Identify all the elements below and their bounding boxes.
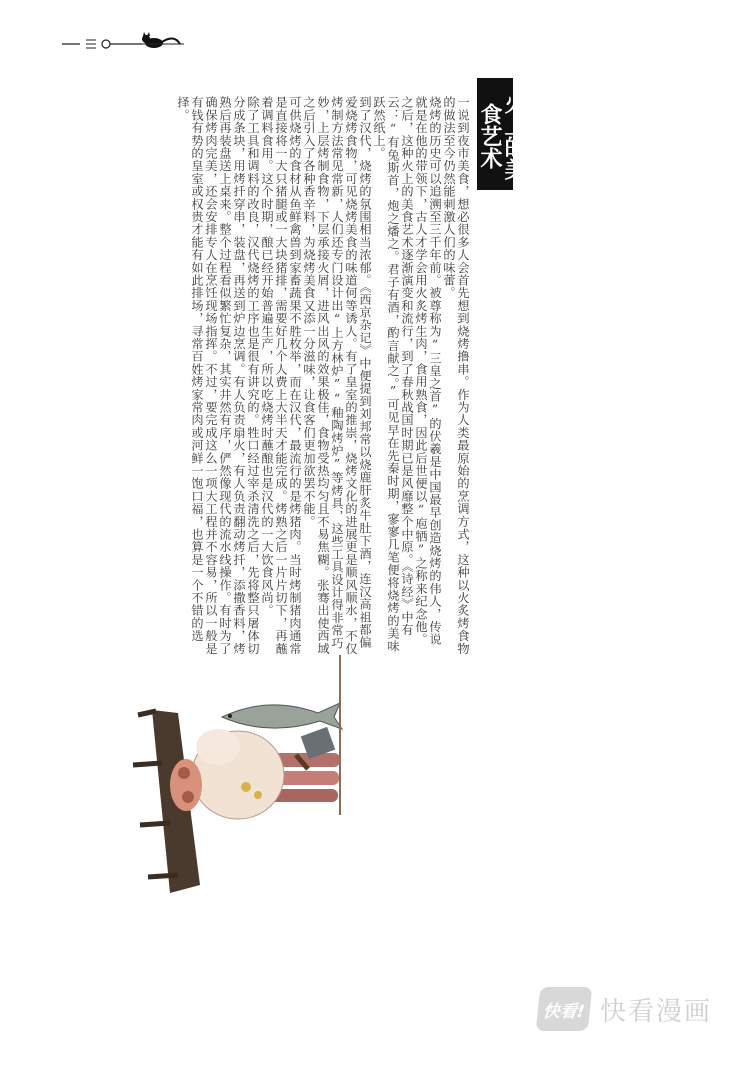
- paragraph: 一说到夜市美食，想必很多人会首先想到烧烤撸串。作为人类最原始的烹调方式，这种以火炙烤食物的做法至今仍然能刺激人们的味蕾。: [442, 96, 470, 655]
- watermark-brand: 快看漫画: [600, 996, 713, 1027]
- kuaikan-logo-icon: 快看!: [536, 987, 593, 1031]
- header-ornament: [58, 30, 188, 54]
- paragraph: 烧烤的历史可以追溯至三千年前。被尊称为“三皇之首”的伏羲是中国最早创造烧烤的伟人，传说就是在他的带领下，古人才学会用火炙烤生肉，食用熟食，因此后世便以“庖牺”之称来纪念他。之后，这种火上的美食艺术逐渐演变和流行，到了春秋战国时期已是风靡整个中原。《诗经》中有云：“有兔斯首，炮之燔之。君子有酒，酌言献之。”可见早在先秦时期，寥寥几笔便将烧烤的美味跃然纸上。: [372, 96, 442, 653]
- watermark: [538, 985, 738, 1033]
- article-title: 火上的美食艺术: [477, 78, 513, 190]
- paragraph: 到了汉代，烧烤的氛围相当浓郁。《西京杂记》中便提到刘邦常以烧鹿肝炙牛肚下酒，连汉高祖都偏爱烧烤食物，可见烧烤美食的味道何等诱人。有了皇室的推崇，烧烤文化的进展更是顺风顺水，不仅烤制方法常见常新，人们还专门设计出“上方林炉”“釉陶烤炉”等烤具，这些工具设计得非常巧妙，上层烤制食物，下层承接火屑，进风出风的效果极佳，食物受热均匀且不易焦糊。张骞出使西域之后引入了各种香辛料，为烧烤美食又添一分滋味，让食客们更加欲罢不能。: [302, 96, 372, 655]
- article-body: [118, 96, 470, 656]
- grill-pig-illustration: [118, 655, 368, 905]
- paragraph: 可供烧烤的食材从鱼鲜禽兽到家畜蔬果不胜枚举，而在汉代，最流行的是烤猪肉。当时烤制猪肉通常是直接将一大只猪腿或一大块猪排，需要好几个人费上大半天才能完成。烤熟之后一片片切下，再蘸着调料食用。这个时期，酿已经开始普遍生产，所以吃烧烤时蘸酿也是汉代的一大饮食风尚。: [260, 96, 302, 655]
- illustration: [118, 655, 368, 905]
- cat-ornament-icon: [58, 30, 188, 54]
- paragraph: 除了工具和调料的改良，汉代烧烤的工序也是很有讲究的。牲口经过宰杀清洗之后，先将整只屠体切分成条块，用烤扦穿串，装盘，再送到炉边烹调。有人负责扇火，有人负责翻动烤扦，添撒香料，烤熟后再装盘送上桌来。整个过程看似繁忙复杂，其实井然有序，俨然像现代的流水线操作。有时为了确保烤肉完美，还会安排专人在烹饪现场指挥。不过，要完成这么一项大工程并不容易，所以一般是有钱有势的皇室或权贵才能有如此排场，寻常百姓烤家常肉或河鲜一饱口福，也算是一个不错的选择。: [176, 96, 260, 655]
